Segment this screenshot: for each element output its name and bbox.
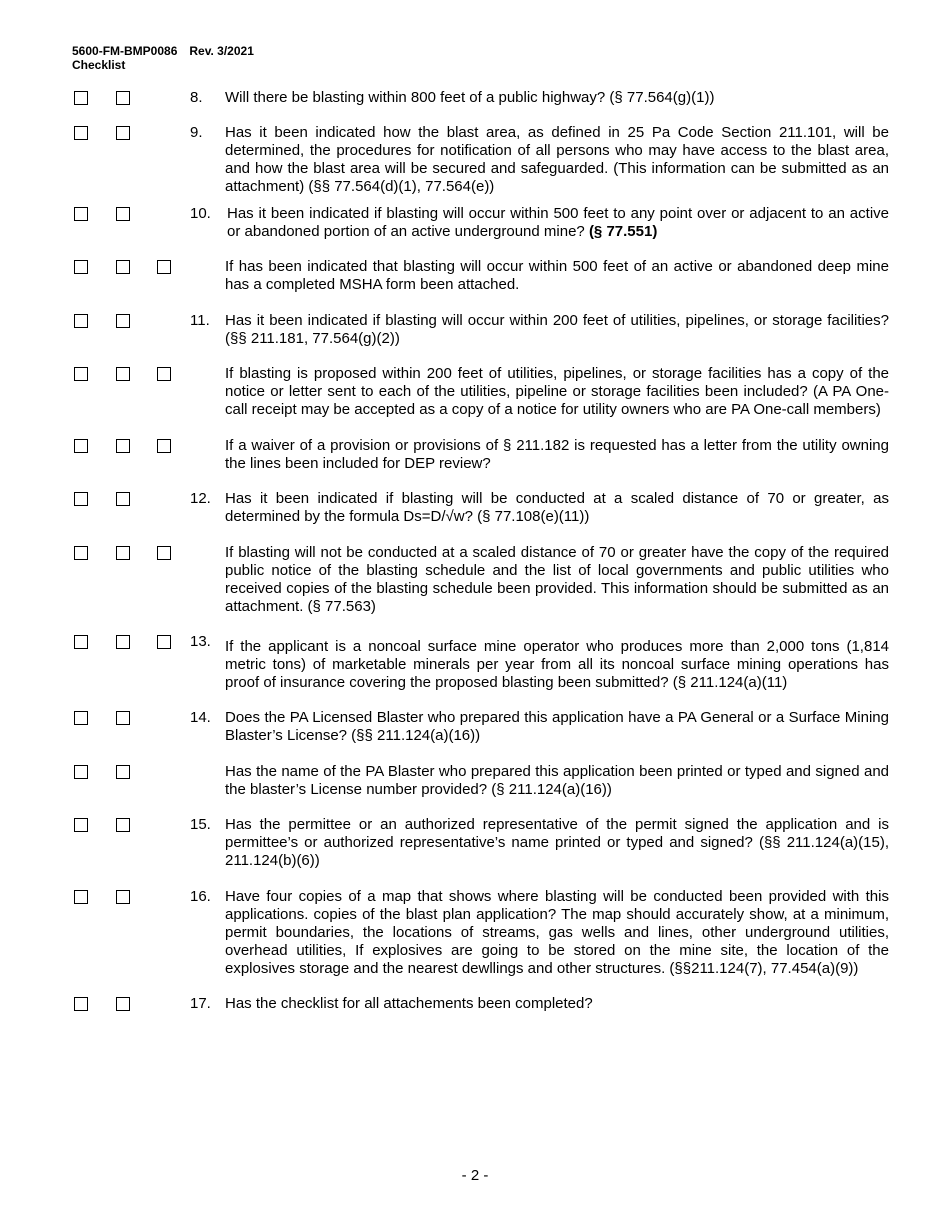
na-checkbox[interactable] (157, 367, 171, 381)
yes-checkbox[interactable] (74, 207, 88, 221)
yes-checkbox[interactable] (74, 367, 88, 381)
na-checkbox[interactable] (157, 546, 171, 560)
yes-checkbox[interactable] (74, 126, 88, 140)
no-checkbox[interactable] (116, 126, 130, 140)
yes-checkbox[interactable] (74, 492, 88, 506)
no-checkbox[interactable] (116, 635, 130, 649)
item-question: Has the checklist for all attachements been completed? (225, 995, 593, 1012)
item-question: Has it been indicated if blasting will occur within 200 feet of utilities, pipelines, or storage facilities? (§§ 211.181, 77.564(g)(2)) (225, 312, 889, 347)
item-question: Has it been indicated how the blast area, as defined in 25 Pa Code Section 211.101, will be determined, the procedures for notification of all persons who may have access to the blast area, and how the blast area will be secured and safeguarded. (This information can be submitted as an attachment) (§§ 77.564(d)(1), 77.564(e)) (225, 124, 889, 195)
item-question-text: Has it been indicated if blasting will occur within 500 feet to any point over or adjacent to an active or abandoned portion of an active underground mine? (227, 205, 889, 240)
item-question: If blasting is proposed within 200 feet of utilities, pipelines, or storage facilities has a copy of the notice or letter sent to each of the utilities, pipeline or storage facilities been included? (A PA One-call receipt may be accepted as a copy of a notice for utility owners who are PA One-call members) (225, 365, 889, 418)
item-number: 11. (190, 312, 210, 329)
no-checkbox[interactable] (116, 439, 130, 453)
form-revision: Rev. 3/2021 (189, 44, 254, 58)
no-checkbox[interactable] (116, 260, 130, 274)
no-checkbox[interactable] (116, 765, 130, 779)
item-question: Does the PA Licensed Blaster who prepared this application have a PA General or a Surface Mining Blaster’s License? (§§ 211.124(a)(16)) (225, 709, 889, 744)
form-title: Checklist (72, 58, 126, 72)
item-question (227, 205, 889, 241)
no-checkbox[interactable] (116, 711, 130, 725)
item-question: Has the name of the PA Blaster who prepared this application been printed or typed and signed and the blaster’s License number provided? (§ 211.124(a)(16)) (225, 763, 889, 798)
item-number: 13. (190, 633, 211, 650)
item-number: 12. (190, 490, 211, 507)
item-number: 16. (190, 888, 211, 905)
item-number: 17. (190, 995, 211, 1012)
yes-checkbox[interactable] (74, 765, 88, 779)
yes-checkbox[interactable] (74, 711, 88, 725)
item-number: 10. (190, 205, 211, 222)
item-question: Has the permittee or an authorized representative of the permit signed the application and is permittee’s or authorized representative’s name printed or typed and signed? (§§ 211.124(a)(15), 211.124(b)(6)) (225, 816, 889, 869)
no-checkbox[interactable] (116, 890, 130, 904)
item-question: Will there be blasting within 800 feet of a public highway? (§ 77.564(g)(1)) (225, 89, 715, 106)
item-number: 8. (190, 89, 203, 106)
yes-checkbox[interactable] (74, 997, 88, 1011)
item-question: Have four copies of a map that shows where blasting will be conducted been provided with this applications. copies of the blast plan application? The map should accurately show, at a minimum, permit boundaries, the locations of streams, gas wells and lines, other underground utilities, overhead utilities, If explosives are going to be stored on the mine site, the location of the explosives storage and the nearest dewllings and other structures. (§§211.124(7), 77.454(a)(9)) (225, 888, 889, 977)
no-checkbox[interactable] (116, 367, 130, 381)
regulation-reference: (§ 77.551) (588, 223, 658, 240)
na-checkbox[interactable] (157, 635, 171, 649)
item-question: If the applicant is a noncoal surface mine operator who produces more than 2,000 tons (1,814 metric tons) of marketable minerals per year from all its noncoal surface mining operations has proof of insurance covering the proposed blasting been submitted? (§ 211.124(a)(11) (225, 638, 889, 691)
no-checkbox[interactable] (116, 314, 130, 328)
item-question: If blasting will not be conducted at a scaled distance of 70 or greater have the copy of the required public notice of the blasting schedule and the list of local governments and public utilities who received copies of the blasting schedule been provided. This information should be submitted as an attachment. (§ 77.563) (225, 544, 889, 615)
item-question: If has been indicated that blasting will occur within 500 feet of an active or abandoned deep mine has a completed MSHA form been attached. (225, 258, 889, 293)
yes-checkbox[interactable] (74, 635, 88, 649)
yes-checkbox[interactable] (74, 890, 88, 904)
form-header (72, 44, 254, 72)
page-number: - 2 - (461, 1167, 489, 1184)
na-checkbox[interactable] (157, 260, 171, 274)
item-question: If a waiver of a provision or provisions of § 211.182 is requested has a letter from the utility owning the lines been included for DEP review? (225, 437, 889, 472)
item-number: 9. (190, 124, 203, 141)
yes-checkbox[interactable] (74, 91, 88, 105)
na-checkbox[interactable] (157, 439, 171, 453)
no-checkbox[interactable] (116, 818, 130, 832)
no-checkbox[interactable] (116, 492, 130, 506)
yes-checkbox[interactable] (74, 818, 88, 832)
item-number: 15. (190, 816, 211, 833)
item-number: 14. (190, 709, 211, 726)
item-question: Has it been indicated if blasting will be conducted at a scaled distance of 70 or greater, as determined by the formula Ds=D/√w? (§ 77.108(e)(11)) (225, 490, 889, 525)
yes-checkbox[interactable] (74, 439, 88, 453)
no-checkbox[interactable] (116, 546, 130, 560)
yes-checkbox[interactable] (74, 314, 88, 328)
no-checkbox[interactable] (116, 207, 130, 221)
yes-checkbox[interactable] (74, 260, 88, 274)
no-checkbox[interactable] (116, 91, 130, 105)
form-code: 5600-FM-BMP0086 (72, 44, 178, 58)
no-checkbox[interactable] (116, 997, 130, 1011)
yes-checkbox[interactable] (74, 546, 88, 560)
